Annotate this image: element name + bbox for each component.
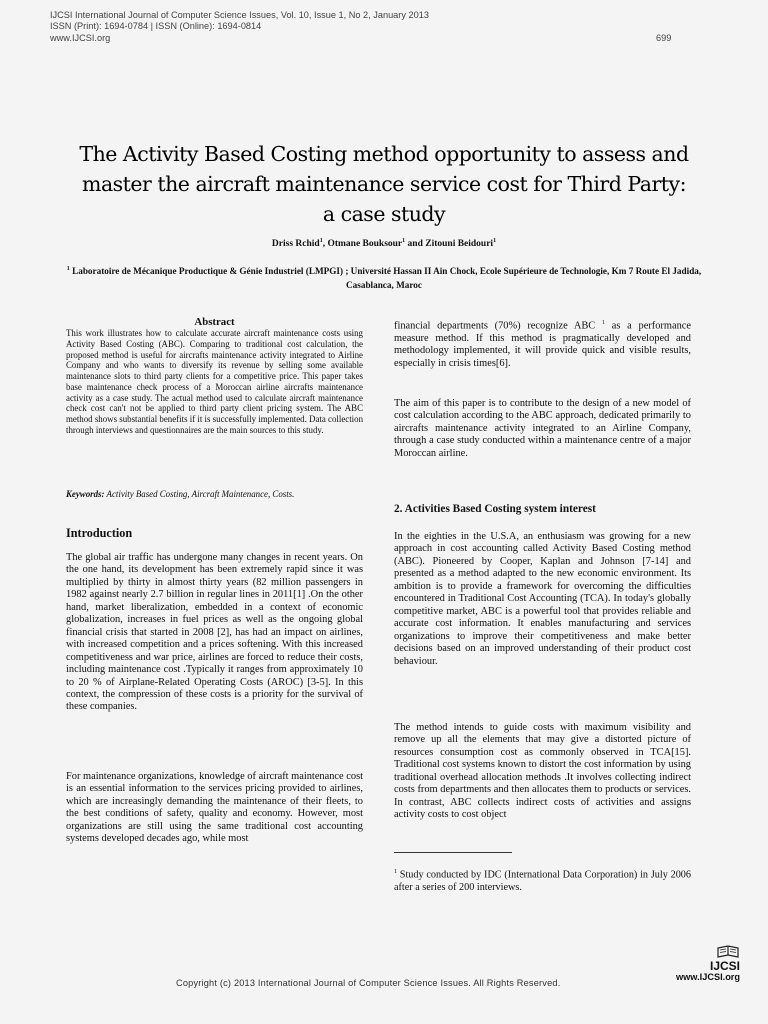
keywords-list: Activity Based Costing, Aircraft Maintenance, Costs. xyxy=(104,489,295,499)
title-line-3: a case study xyxy=(322,202,446,226)
journal-logo[interactable] xyxy=(660,945,740,985)
title-line-2: master the aircraft maintenance service cost for Third Party: xyxy=(82,172,686,196)
section-2-paragraph-1: In the eighties in the U.S.A, an enthusiasm was growing for a new approach in cost accounting called Activity Based Costing method (ABC). Pioneered by Cooper, Kaplan and Johnson [7-14] and presented as a method adapted to the new economic environment. Its ambition is to provide a framework for overcoming the difficulties encountered in Traditional Cost Accounting (TCA). In today's globally competitive market, ABC is a powerful tool that provides reliable and accurate cost information. It enables manufacturing and services organizations to improve their competitiveness and make better decisions based on an improved understanding of their product cost behaviour. xyxy=(394,531,691,667)
footnote xyxy=(394,866,691,895)
affiliation-text: Laboratoire de Mécanique Productique & Génie Industriel (LMPGI) ; Université Hassan II Ain Chock, Ecole Supérieure de Technologie, Km 7 Route El Jadida, Casablanca, Maroc xyxy=(72,266,702,290)
journal-url[interactable]: www.IJCSI.org xyxy=(50,32,111,43)
section-2-heading: 2. Activities Based Costing system interest xyxy=(394,503,596,515)
right-paragraph-1-start: financial departments (70%) recognize ABC xyxy=(394,320,602,332)
footnote-divider xyxy=(394,852,512,853)
author-1-affil: 1 xyxy=(319,238,323,244)
footnote-mark: 1 xyxy=(394,869,397,876)
abstract-body: This work illustrates how to calculate accurate aircraft maintenance costs using Activity Based Costing (ABC). Comparing to traditional cost calculation, the proposed method is useful for aircrafts maintenance activity integrated to Airline Company and who wants to diversify its revenue by selling some available maintenance slots to third party clients for a competitive price. This paper takes base maintenance check process of a Moroccan airline aircrafts maintenance activity as a case study. The actual method used to calculate aircraft maintenance check cost can't not be applied to third party client pricing system. The ABC method shows substantial benefits if it is successfully implemented. Data collection through interviews and questionnaires are the main sources to this study. xyxy=(66,328,364,435)
author-3-affil: 1 xyxy=(493,238,497,244)
book-icon xyxy=(716,945,740,959)
footnote-text: Study conducted by IDC (International Data Corporation) in July 2006 after a series of 200 interviews. xyxy=(394,869,691,894)
affiliation xyxy=(66,263,702,292)
copyright-notice: Copyright (c) 2013 International Journal of Computer Science Issues. All Rights Reserved. xyxy=(176,978,561,988)
keywords xyxy=(66,489,363,500)
affiliation-mark: 1 xyxy=(66,266,70,272)
journal-citation: IJCSI International Journal of Computer Science Issues, Vol. 10, Issue 1, No 2, January 2013 xyxy=(50,10,429,20)
right-paragraph-1 xyxy=(394,317,691,370)
footnote-ref: 1 xyxy=(602,320,605,326)
author-2: Otmane Bouksour xyxy=(327,239,403,250)
journal-issn: ISSN (Print): 1694-0784 | ISSN (Online): 1694-0814 xyxy=(50,21,262,32)
logo-name: IJCSI xyxy=(709,959,740,973)
introduction-heading: Introduction xyxy=(66,526,133,540)
introduction-paragraph-1: The global air traffic has undergone many changes in recent years. On the one hand, its development has been extremely rapid since it was multiplied by thirty in almost thirty years (82 million passengers in 1982 against nearly 2.7 billion in regular lines in 2011[1] .On the other hand, market liberalization, embedded in a context of economic globalization, increases in fuel prices as well as the ongoing global financial crisis that started in 2008 [2], has had an impact on airlines, with increased competition and a prices softening. With this increased competitiveness and war price, airlines are forced to reduce their costs, including maintenance cost .Typically it ranges from approximately 10 to 20 % of Airplane-Related Operating Costs (AROC) [3-5]. In this context, the compression of these costs is a priority for the survival of these companies. xyxy=(66,552,363,713)
journal-header xyxy=(50,10,720,44)
title-line-1: The Activity Based Costing method opportunity to assess and xyxy=(79,142,689,166)
right-paragraph-1-end: as a performance measure method. If this method is pragmatically developed and methodology implemented, it will provide quick and visible results, especially in crisis times[6]. xyxy=(394,320,691,369)
author-separator: , xyxy=(322,239,328,250)
right-paragraph-2: The aim of this paper is to contribute to the design of a new model of cost calculation according to the ABC approach, dedicated primarily to aircrafts maintenance activity integrated to an Airline Company, through a case study conducted within a maintenance centre of a major Moroccan airline. xyxy=(394,398,691,459)
abstract-heading: Abstract xyxy=(194,316,235,328)
author-2-affil: 1 xyxy=(402,238,406,244)
page-number: 699 xyxy=(656,33,672,43)
section-2-paragraph-2: The method intends to guide costs with maximum visibility and remove up all the elements that may give a distorted picture of resources consumption cost as commonly observed in TCA[15]. Traditional cost systems known to distort the cost information by using traditional overhead allocation methods .It involves collecting indirect costs from departments and then allocates them to products or services. In contrast, ABC collects indirect costs of activities and assigns activity costs to cost object xyxy=(394,722,691,821)
author-1: Driss Rchid xyxy=(271,239,320,250)
author-3: Zitouni Beidouri xyxy=(425,239,494,250)
author-list xyxy=(60,238,708,249)
paper-title xyxy=(60,139,708,229)
author-separator: and xyxy=(405,239,426,250)
logo-url[interactable]: www.IJCSI.org xyxy=(676,972,740,982)
introduction-paragraph-2: For maintenance organizations, knowledge of aircraft maintenance cost is an essential information to the services pricing provided to airlines, which are increasingly demanding the maintenance of their fleets, to the best conditions of safety, quality and economy. However, most organizations are still using the same traditional cost accounting systems developed decades ago, while most xyxy=(66,771,363,845)
keywords-label: Keywords: xyxy=(66,489,105,499)
